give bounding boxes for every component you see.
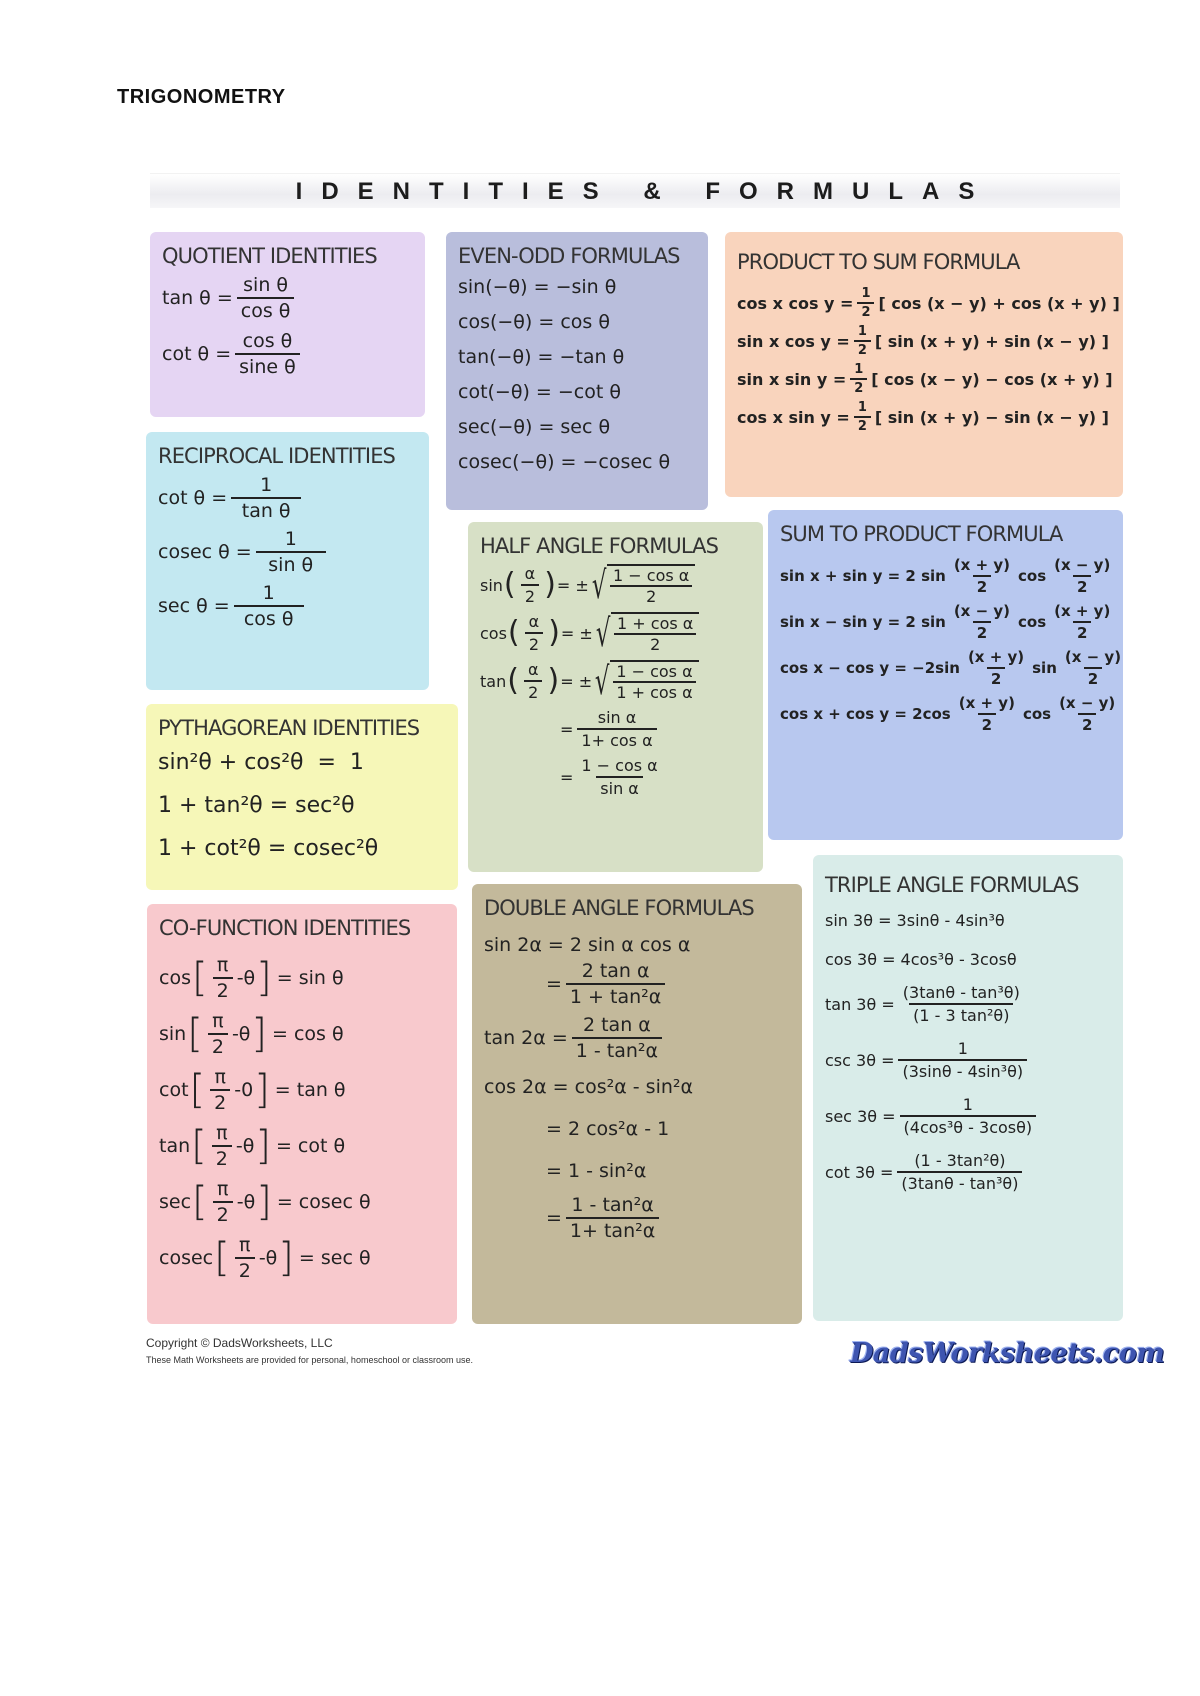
even-odd-formulas-box: [446, 232, 708, 510]
formula: sin²θ + cos²θ = 1: [158, 750, 364, 775]
section-title: PYTHAGOREAN IDENTITIES: [158, 716, 420, 740]
double-angle-formulas-box: [472, 884, 802, 1324]
formula: cot θ = $\frac{1}{\text{tan θ}}$: [158, 474, 419, 522]
cofunction-formula: tan [ π 2 -θ ] = cot θ: [159, 1122, 346, 1170]
formula: sin(−θ) = −sin θ: [458, 276, 617, 298]
formula: sin ( α 2 ) = ± √ 1 − cos α 2: [480, 564, 753, 606]
formula: cos(−θ) = cos θ: [458, 311, 610, 333]
sum-to-product-formula: sin x + sin y = 2 sin (x + y) 2 cos (x − y) 2: [780, 556, 1111, 596]
copyright-text: Copyright © DadsWorksheets, LLC: [146, 1336, 333, 1350]
banner-title: IDENTITIES & FORMULAS: [295, 178, 994, 205]
formula: csc 3θ = $\frac{1}{\text{(3sinθ - 4sin³θ)}}$: [825, 1039, 1113, 1081]
section-title: DOUBLE ANGLE FORMULAS: [484, 896, 754, 920]
product-to-sum-list: [737, 286, 1120, 434]
formula: cosec(−θ) = −cosec θ: [458, 451, 671, 473]
formula: cot θ = $\frac{\text{cos θ}}{\text{sine θ}}$: [162, 330, 415, 378]
section-title: RECIPROCAL IDENTITIES: [158, 444, 395, 468]
document-title: TRIGONOMETRY: [117, 86, 286, 108]
cofunction-formula: sec [ π 2 -θ ] = cosec θ: [159, 1178, 371, 1226]
formula: = 2 cos²α - 1: [546, 1118, 670, 1140]
cofunction-list: [159, 954, 447, 1282]
sum-to-product-formula: cos x + cos y = 2cos (x + y) 2 cos (x − y) 2: [780, 694, 1116, 734]
formula: sec 3θ = $\frac{1}{\text{(4cos³θ - 3cosθ)}}$: [825, 1095, 1113, 1137]
formula: tan θ = $\frac{\text{sin θ}}{\text{cos θ}}$: [162, 274, 415, 322]
sum-to-product-formula: sin x − sin y = 2 sin (x − y) 2 cos (x + y) 2: [780, 602, 1111, 642]
cofunction-formula: cosec [ π 2 -θ ] = sec θ: [159, 1234, 371, 1282]
formula: = 1 - sin²α: [546, 1160, 647, 1182]
formula: tan ( α 2 ) = ± √ 1 − cos α 1 + cos α: [480, 660, 753, 702]
formula: tan 2α = $\frac{\text{2 tan α}}{\text{1 - tan²α}}$: [484, 1014, 792, 1062]
cofunction-formula: cot [ π 2 -0 ] = tan θ: [159, 1066, 346, 1114]
section-title: PRODUCT TO SUM FORMULA: [737, 250, 1020, 274]
cofunction-formula: cos [ π 2 -θ ] = sin θ: [159, 954, 344, 1002]
formula: = $\frac{\text{2 tan α}}{\text{1 + tan²α}}$: [546, 960, 792, 1008]
formula: sec(−θ) = sec θ: [458, 416, 611, 438]
formula: 1 + tan²θ = sec²θ: [158, 793, 355, 818]
formula: cos ( α 2 ) = ± √ 1 + cos α 2: [480, 612, 753, 654]
reciprocal-identities-box: [146, 432, 429, 690]
formula: cot 3θ = $\frac{\text{(1 - 3tan²θ)}}{\text{(3tanθ - tan³θ)}}$: [825, 1151, 1113, 1193]
cofunction-formula: sin [ π 2 -θ ] = cos θ: [159, 1010, 344, 1058]
section-title: CO-FUNCTION IDENTITIES: [159, 916, 411, 940]
section-title: QUOTIENT IDENTITIES: [162, 244, 377, 268]
sum-to-product-formula: cos x − cos y = −2sin (x + y) 2 sin (x − y) 2: [780, 648, 1122, 688]
formula: sin 3θ = 3sinθ - 4sin³θ: [825, 911, 1005, 930]
formula: sec θ = $\frac{1}{\text{cos θ}}$: [158, 582, 419, 630]
section-title: TRIPLE ANGLE FORMULAS: [825, 873, 1079, 897]
formula: = $\frac{\text{1 - tan²α}}{\text{1+ tan²α}}$: [546, 1194, 792, 1242]
formula: 1 + cot²θ = cosec²θ: [158, 836, 379, 861]
product-to-sum-formula: cos x sin y = $\frac{1}{2}$ [ sin (x + y) − sin (x − y) ]: [737, 400, 1109, 434]
dadsworksheets-logo: [850, 1338, 1165, 1372]
product-to-sum-formula-box: [725, 232, 1123, 497]
banner: [150, 173, 1120, 208]
half-angle-formulas-box: [468, 522, 763, 872]
triple-angle-formulas-box: [813, 855, 1123, 1321]
formula: cos 3θ = 4cos³θ - 3cosθ: [825, 950, 1017, 969]
formula: cot(−θ) = −cot θ: [458, 381, 621, 403]
formula: cos 2α = cos²α - sin²α: [484, 1076, 694, 1098]
product-to-sum-formula: sin x cos y = $\frac{1}{2}$ [ sin (x + y) + sin (x − y) ]: [737, 324, 1109, 358]
logo-text: DadsWorksheets.com: [850, 1338, 1165, 1369]
product-to-sum-formula: cos x cos y = $\frac{1}{2}$ [ cos (x − y) + cos (x + y) ]: [737, 286, 1120, 320]
section-title: HALF ANGLE FORMULAS: [480, 534, 719, 558]
formula: = $\frac{\text{sin α}}{\text{1+ cos α}}$: [560, 708, 753, 750]
section-title: EVEN-ODD FORMULAS: [458, 244, 680, 268]
formula: = $\frac{\text{1 − cos α}}{\text{sin α}}$: [560, 756, 658, 798]
sum-to-product-list: [780, 556, 1122, 734]
section-title: SUM TO PRODUCT FORMULA: [780, 522, 1063, 546]
formula: tan 3θ = $\frac{\text{(3tanθ - tan³θ)}}{\text{(1 - 3 tan²θ)}}$: [825, 983, 1020, 1025]
pythagorean-identities-box: [146, 704, 458, 890]
cofunction-identities-box: [147, 904, 457, 1324]
quotient-identities-box: [150, 232, 425, 417]
sum-to-product-formula-box: [768, 510, 1123, 840]
formula: tan(−θ) = −tan θ: [458, 346, 625, 368]
usage-note: These Math Worksheets are provided for personal, homeschool or classroom use.: [146, 1355, 473, 1365]
formula: sin 2α = 2 sin α cos α: [484, 934, 691, 956]
formula: cosec θ = $\frac{1}{\text{sin θ}}$: [158, 528, 419, 576]
product-to-sum-formula: sin x sin y = $\frac{1}{2}$ [ cos (x − y) − cos (x + y) ]: [737, 362, 1113, 396]
